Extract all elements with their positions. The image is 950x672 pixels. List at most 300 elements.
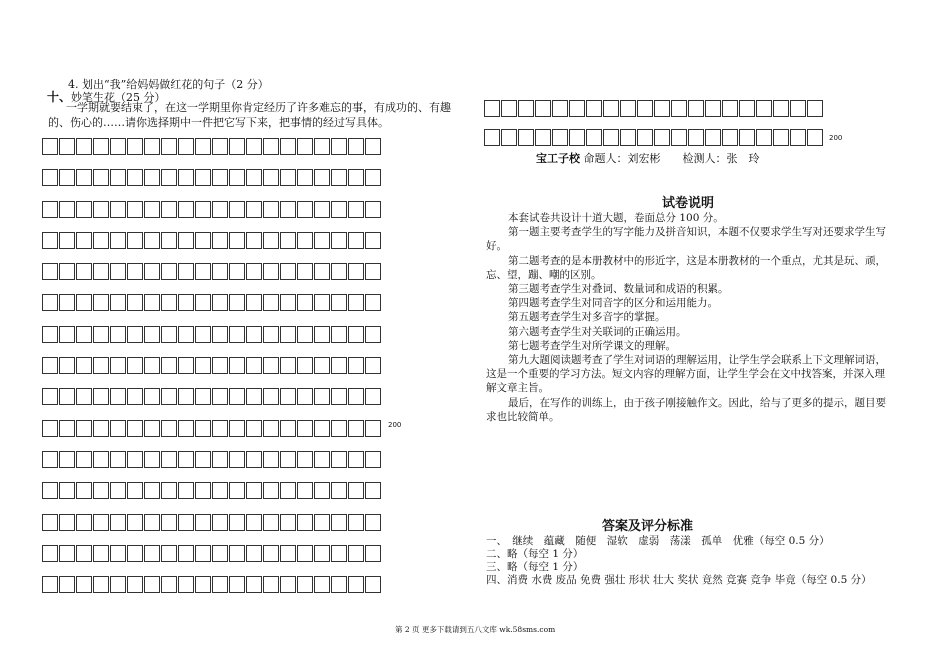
grid-cell <box>229 420 245 437</box>
grid-cell <box>246 545 262 562</box>
grid-cell <box>59 138 75 155</box>
grid-cell <box>365 514 381 531</box>
grid-cell <box>263 232 279 249</box>
grid-cell <box>297 232 313 249</box>
grid-cell <box>229 232 245 249</box>
grid-cell <box>144 357 160 374</box>
grid-cell <box>76 576 92 593</box>
grid-cell <box>127 576 143 593</box>
grid-cell <box>280 420 296 437</box>
grid-cell <box>93 169 109 186</box>
grid-cell <box>110 482 126 499</box>
grid-cell <box>144 138 160 155</box>
grid-cell <box>331 545 347 562</box>
answer-line: 三、略（每空 1 分） <box>486 561 584 573</box>
grid-cell <box>297 326 313 343</box>
answers-title: 答案及评分标准 <box>602 519 694 534</box>
grid-cell <box>144 514 160 531</box>
grid-cell <box>212 201 228 218</box>
grid-cell <box>144 451 160 468</box>
grid-cell <box>637 129 653 146</box>
grid-cell <box>586 100 602 117</box>
grid-cell <box>110 232 126 249</box>
grid-cell <box>42 232 58 249</box>
grid-cell <box>212 294 228 311</box>
grid-cell <box>76 420 92 437</box>
grid-cell <box>331 326 347 343</box>
grid-cell <box>161 201 177 218</box>
grid-cell <box>331 420 347 437</box>
description-paragraph: 第五题考查学生对多音字的掌握。 <box>508 311 666 324</box>
grid-cell <box>365 357 381 374</box>
grid-cell <box>178 138 194 155</box>
grid-cell <box>93 201 109 218</box>
grid-cell <box>331 388 347 405</box>
grid-cell <box>161 294 177 311</box>
grid-cell <box>110 451 126 468</box>
grid-cell <box>518 129 534 146</box>
description-paragraph: 本套试卷共设计十道大题，卷面总分 100 分。 <box>508 212 724 224</box>
grid-cell <box>246 263 262 280</box>
grid-cell <box>42 388 58 405</box>
grid-cell <box>144 576 160 593</box>
grid-cell <box>484 129 500 146</box>
grid-cell <box>161 169 177 186</box>
grid-cell <box>314 420 330 437</box>
grid-cell <box>127 451 143 468</box>
grid-cell <box>603 100 619 117</box>
grid-cell <box>161 357 177 374</box>
grid-cell <box>127 326 143 343</box>
grid-cell <box>603 129 619 146</box>
grid-cell <box>229 545 245 562</box>
grid-cell <box>144 545 160 562</box>
grid-cell <box>161 514 177 531</box>
grid-cell <box>42 482 58 499</box>
grid-cell <box>739 129 755 146</box>
question-4: 4. 划出“我”给妈妈做红花的句子（2 分） <box>68 78 269 91</box>
grid-cell <box>297 545 313 562</box>
grid-cell <box>127 294 143 311</box>
grid-cell <box>144 294 160 311</box>
grid-cell <box>127 545 143 562</box>
grid-cell <box>246 169 262 186</box>
grid-cell <box>161 138 177 155</box>
grid-cell <box>722 129 738 146</box>
grid-cell <box>280 451 296 468</box>
grid-cell <box>365 138 381 155</box>
grid-cell <box>331 357 347 374</box>
grid-cell <box>93 138 109 155</box>
grid-cell <box>331 514 347 531</box>
grid-cell <box>348 388 364 405</box>
grid-cell <box>229 482 245 499</box>
grid-cell <box>212 138 228 155</box>
grid-cell <box>348 201 364 218</box>
grid-cell <box>178 576 194 593</box>
grid-cell <box>110 576 126 593</box>
grid-cell <box>518 100 534 117</box>
grid-cell <box>365 169 381 186</box>
grid-cell <box>280 263 296 280</box>
grid-cell <box>59 201 75 218</box>
grid-cell <box>280 514 296 531</box>
grid-cell <box>144 169 160 186</box>
grid-cell <box>76 232 92 249</box>
grid-cell <box>246 482 262 499</box>
grid-cell <box>246 388 262 405</box>
grid-cell <box>773 100 789 117</box>
grid-cell <box>161 326 177 343</box>
grid-cell <box>229 326 245 343</box>
grid-cell <box>178 451 194 468</box>
grid-cell <box>212 169 228 186</box>
writing-grid-left <box>42 138 382 593</box>
grid-cell <box>280 357 296 374</box>
grid-cell <box>178 420 194 437</box>
grid-cell <box>620 100 636 117</box>
grid-cell <box>161 576 177 593</box>
grid-cell <box>127 388 143 405</box>
answer-line: 四、消费 水费 废品 免费 强壮 形状 壮大 奖状 竟然 竞赛 竞争 毕竟（每空 0.5 分） <box>486 574 872 586</box>
grid-cell <box>110 169 126 186</box>
grid-cell <box>110 545 126 562</box>
grid-cell <box>246 576 262 593</box>
grid-cell <box>501 129 517 146</box>
grid-cell <box>314 482 330 499</box>
grid-cell <box>59 294 75 311</box>
grid-cell <box>348 326 364 343</box>
grid-cell <box>195 357 211 374</box>
grid-cell <box>93 357 109 374</box>
grid-cell <box>246 201 262 218</box>
grid-cell <box>229 169 245 186</box>
grid-cell <box>178 294 194 311</box>
grid-cell <box>93 514 109 531</box>
grid-cell <box>144 201 160 218</box>
description-paragraph: 第四题考查学生对同音字的区分和运用能力。 <box>508 297 718 310</box>
grid-cell <box>144 388 160 405</box>
grid-cell <box>178 482 194 499</box>
grid-cell <box>161 263 177 280</box>
grid-cell <box>178 388 194 405</box>
grid-cell <box>501 100 517 117</box>
answer-line: 一、 继续 蕴藏 随便 湿软 虚弱 荡漾 孤单 优雅（每空 0.5 分） <box>486 535 830 547</box>
grid-cell <box>195 201 211 218</box>
grid-cell <box>42 451 58 468</box>
grid-cell <box>365 451 381 468</box>
grid-cell <box>195 138 211 155</box>
grid-cell <box>263 201 279 218</box>
description-paragraph: 第一题主要考查学生的写字能力及拼音知识，本题不仅要求学生写对还要求学生写好。 <box>486 226 886 253</box>
grid-cell <box>280 138 296 155</box>
grid-cell <box>263 451 279 468</box>
grid-cell <box>76 514 92 531</box>
grid-cell <box>93 294 109 311</box>
grid-cell <box>246 326 262 343</box>
description-paragraph: 第九大题阅读题考查了学生对词语的理解运用，让学生学会联系上下文理解词语，这是一个重要的学习方法。短文内容的理解方面，让学生学会在文中找答案，并深入理解文章主旨。 <box>486 354 886 395</box>
grid-cell <box>161 388 177 405</box>
grid-cell <box>365 388 381 405</box>
grid-cell <box>229 388 245 405</box>
grid-cell <box>331 232 347 249</box>
grid-cell <box>42 294 58 311</box>
grid-cell <box>348 451 364 468</box>
grid-cell <box>688 129 704 146</box>
answers-list <box>486 535 891 587</box>
grid-cell <box>229 514 245 531</box>
grid-cell <box>127 232 143 249</box>
grid-cell <box>263 138 279 155</box>
grid-cell <box>246 451 262 468</box>
grid-cell <box>348 294 364 311</box>
grid-cell <box>348 482 364 499</box>
grid-cell <box>365 576 381 593</box>
grid-cell <box>59 482 75 499</box>
grid-cell <box>722 100 738 117</box>
grid-cell <box>807 129 823 146</box>
grid-cell <box>314 514 330 531</box>
grid-cell <box>195 482 211 499</box>
grid-cell <box>280 201 296 218</box>
grid-cell <box>110 388 126 405</box>
grid-cell <box>144 263 160 280</box>
grid-cell <box>93 263 109 280</box>
grid-cell <box>314 545 330 562</box>
grid-cell <box>59 420 75 437</box>
grid-cell <box>263 294 279 311</box>
grid-cell <box>229 294 245 311</box>
grid-cell <box>637 100 653 117</box>
grid-cell <box>246 514 262 531</box>
exam-credit <box>536 150 760 166</box>
grid-cell <box>212 357 228 374</box>
exam-description-title: 试卷说明 <box>662 196 715 211</box>
grid-cell <box>178 357 194 374</box>
grid-cell <box>654 100 670 117</box>
grid-cell <box>331 201 347 218</box>
grid-cell <box>331 451 347 468</box>
grid-cell <box>790 100 806 117</box>
grid-cell <box>127 201 143 218</box>
grid-cell <box>280 482 296 499</box>
grid-cell <box>93 420 109 437</box>
grid-cell <box>212 576 228 593</box>
grid-cell <box>705 100 721 117</box>
grid-cell <box>705 129 721 146</box>
grid-cell <box>654 129 670 146</box>
grid-cell <box>76 451 92 468</box>
answer-line: 二、略（每空 1 分） <box>486 548 584 560</box>
grid-cell <box>348 545 364 562</box>
grid-cell <box>552 100 568 117</box>
grid-cell <box>348 169 364 186</box>
grid-cell <box>348 232 364 249</box>
grid-cell <box>229 263 245 280</box>
grid-cell <box>59 514 75 531</box>
grid-cell <box>42 514 58 531</box>
grid-cell <box>195 326 211 343</box>
grid-cell <box>93 576 109 593</box>
grid-cell <box>195 576 211 593</box>
grid-cell <box>297 576 313 593</box>
grid-cell <box>110 420 126 437</box>
grid-cell <box>569 100 585 117</box>
grid-cell <box>348 263 364 280</box>
grid-cell <box>263 357 279 374</box>
grid-cell <box>756 129 772 146</box>
grid-cell <box>314 357 330 374</box>
grid-cell <box>552 129 568 146</box>
grid-cell <box>212 420 228 437</box>
grid-cell <box>348 514 364 531</box>
grid-cell <box>280 169 296 186</box>
grid-cell <box>297 294 313 311</box>
composition-prompt: 一学期就要结束了，在这一学期里你肯定经历了许多难忘的事，有成功的、有趣的、伤心的……请你选择期中一件把它写下来，把事情的经过写具体。 <box>48 101 451 129</box>
grid-cell <box>569 129 585 146</box>
grid-cell <box>76 545 92 562</box>
grid-cell <box>246 232 262 249</box>
grid-cell <box>93 482 109 499</box>
grid-cell <box>42 138 58 155</box>
grid-cell <box>331 263 347 280</box>
grid-cell <box>297 138 313 155</box>
grid-cell <box>280 326 296 343</box>
grid-cell <box>42 545 58 562</box>
grid-cell <box>484 100 500 117</box>
grid-cell <box>535 100 551 117</box>
grid-cell <box>93 326 109 343</box>
grid-cell <box>59 576 75 593</box>
grid-cell <box>297 420 313 437</box>
grid-cell <box>297 357 313 374</box>
grid-cell <box>314 451 330 468</box>
grid-cell <box>297 482 313 499</box>
word-count-marker-left: 200 <box>388 421 402 429</box>
grid-cell <box>195 451 211 468</box>
grid-cell <box>195 388 211 405</box>
grid-cell <box>110 138 126 155</box>
grid-cell <box>331 576 347 593</box>
grid-cell <box>365 326 381 343</box>
grid-cell <box>93 545 109 562</box>
grid-cell <box>42 326 58 343</box>
grid-cell <box>348 420 364 437</box>
grid-cell <box>365 482 381 499</box>
grid-cell <box>297 263 313 280</box>
grid-cell <box>365 232 381 249</box>
grid-cell <box>280 388 296 405</box>
grid-cell <box>59 326 75 343</box>
grid-cell <box>76 357 92 374</box>
grid-cell <box>263 576 279 593</box>
grid-cell <box>314 326 330 343</box>
grid-cell <box>263 545 279 562</box>
section-10-number: 十、 <box>47 90 72 104</box>
grid-cell <box>331 294 347 311</box>
grid-cell <box>280 576 296 593</box>
grid-cell <box>110 514 126 531</box>
grid-cell <box>127 482 143 499</box>
grid-cell <box>144 232 160 249</box>
grid-cell <box>127 357 143 374</box>
grid-cell <box>314 232 330 249</box>
grid-cell <box>263 326 279 343</box>
grid-cell <box>195 294 211 311</box>
description-paragraph: 最后，在写作的训练上，由于孩子刚接触作文。因此，给与了更多的提示，题目要求也比较简单。 <box>486 396 886 423</box>
grid-cell <box>620 129 636 146</box>
grid-cell <box>42 576 58 593</box>
grid-cell <box>42 201 58 218</box>
grid-cell <box>331 482 347 499</box>
grid-cell <box>127 138 143 155</box>
grid-cell <box>42 420 58 437</box>
grid-cell <box>195 420 211 437</box>
grid-cell <box>76 326 92 343</box>
grid-cell <box>348 576 364 593</box>
grid-cell <box>212 514 228 531</box>
grid-cell <box>586 129 602 146</box>
word-count-marker-right: 200 <box>829 134 843 142</box>
grid-cell <box>178 169 194 186</box>
grid-cell <box>161 482 177 499</box>
grid-cell <box>93 388 109 405</box>
grid-cell <box>263 514 279 531</box>
description-paragraph: 第六题考查学生对关联词的正确运用。 <box>508 325 687 338</box>
grid-cell <box>76 388 92 405</box>
grid-cell <box>773 129 789 146</box>
grid-cell <box>212 388 228 405</box>
exam-description <box>486 211 891 424</box>
grid-cell <box>297 451 313 468</box>
page-footer: 第 2 页 更多下载请到五八文库 wk.58sms.com <box>395 625 556 634</box>
grid-cell <box>688 100 704 117</box>
school-name: 宝工子校 <box>536 152 580 165</box>
grid-cell <box>59 388 75 405</box>
credit-people: 命题人：刘宏彬 检测人：张 玲 <box>583 152 760 165</box>
grid-cell <box>790 129 806 146</box>
grid-cell <box>314 294 330 311</box>
grid-cell <box>195 232 211 249</box>
grid-cell <box>76 169 92 186</box>
grid-cell <box>144 326 160 343</box>
grid-cell <box>297 201 313 218</box>
grid-cell <box>671 100 687 117</box>
grid-cell <box>110 263 126 280</box>
grid-cell <box>807 100 823 117</box>
grid-cell <box>229 576 245 593</box>
grid-cell <box>195 263 211 280</box>
grid-cell <box>280 545 296 562</box>
grid-cell <box>365 263 381 280</box>
grid-cell <box>229 201 245 218</box>
grid-cell <box>365 420 381 437</box>
grid-cell <box>76 201 92 218</box>
grid-cell <box>229 138 245 155</box>
grid-cell <box>331 169 347 186</box>
description-paragraph: 第三题考查学生对叠词、数量词和成语的积累。 <box>508 283 729 296</box>
grid-cell <box>144 420 160 437</box>
grid-cell <box>178 326 194 343</box>
grid-cell <box>195 169 211 186</box>
grid-cell <box>212 232 228 249</box>
grid-cell <box>314 263 330 280</box>
grid-cell <box>263 420 279 437</box>
grid-cell <box>365 294 381 311</box>
grid-cell <box>263 388 279 405</box>
grid-cell <box>42 357 58 374</box>
grid-cell <box>195 514 211 531</box>
